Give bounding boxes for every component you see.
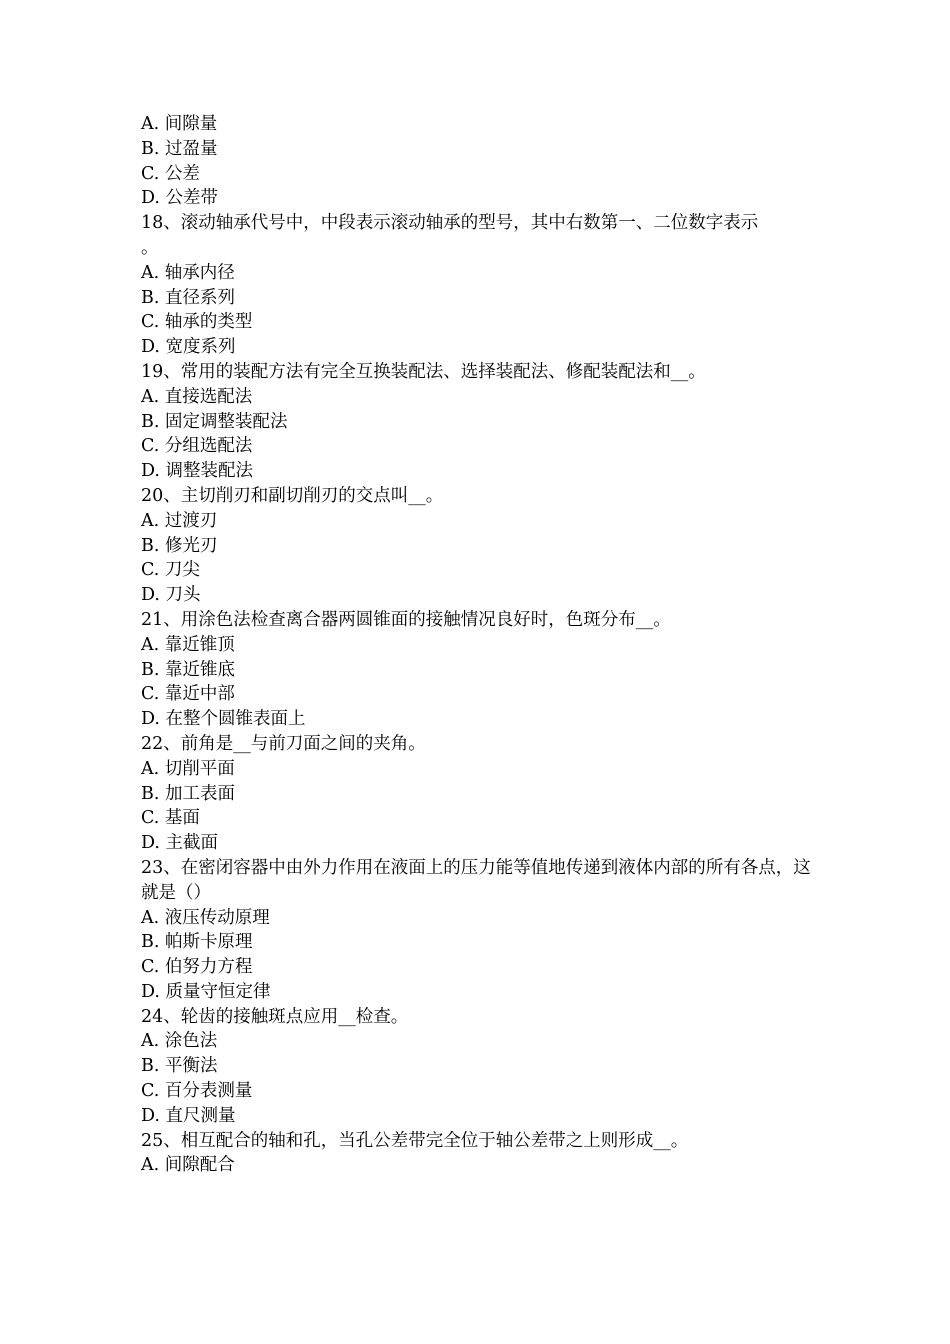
option-line: A. 间隙配合 <box>141 1155 235 1176</box>
option-line: D. 宽度系列 <box>141 337 236 358</box>
option-line: D. 质量守恒定律 <box>141 981 271 1002</box>
option-line: A. 间隙量 <box>141 114 218 134</box>
option-line: C. 公差 <box>141 163 200 184</box>
question-18-tail: 。 <box>141 237 159 258</box>
option-line: A. 直接选配法 <box>141 386 253 407</box>
option-line: B. 帕斯卡原理 <box>141 932 253 953</box>
question-20: 20、主切削刃和副切削刃的交点叫__。 <box>141 485 444 506</box>
option-line: A. 过渡刃 <box>141 510 218 531</box>
option-line: C. 刀尖 <box>141 560 200 581</box>
document-page <box>141 112 821 1178</box>
question-23: 23、在密闭容器中由外力作用在液面上的压力能等值地传递到液体内部的所有各点，这就是（） <box>141 857 811 903</box>
option-line: D. 公差带 <box>141 188 219 209</box>
option-line: B. 平衡法 <box>141 1056 218 1077</box>
option-line: A. 靠近锥顶 <box>141 634 235 655</box>
question-22: 22、前角是__与前刀面之间的夹角。 <box>141 733 426 754</box>
option-line: B. 靠近锥底 <box>141 659 235 680</box>
option-line: C. 伯努力方程 <box>141 957 253 978</box>
option-line: D. 调整装配法 <box>141 461 254 482</box>
option-line: C. 百分表测量 <box>141 1081 253 1102</box>
option-line: B. 修光刃 <box>141 535 218 556</box>
option-line: B. 加工表面 <box>141 783 235 804</box>
option-line: C. 分组选配法 <box>141 436 253 457</box>
option-line: A. 涂色法 <box>141 1031 218 1052</box>
question-19: 19、常用的装配方法有完全互换装配法、选择装配法、修配装配法和__。 <box>141 361 706 382</box>
option-line: C. 轴承的类型 <box>141 312 253 333</box>
option-line: A. 切削平面 <box>141 758 235 779</box>
option-line: A. 轴承内径 <box>141 262 235 283</box>
option-line: D. 主截面 <box>141 833 219 854</box>
option-line: A. 液压传动原理 <box>141 907 270 928</box>
option-line: B. 过盈量 <box>141 138 218 159</box>
question-18: 18、滚动轴承代号中，中段表示滚动轴承的型号，其中右数第一、二位数字表示 <box>141 213 759 234</box>
option-line: D. 刀头 <box>141 585 201 606</box>
option-line: C. 基面 <box>141 808 200 829</box>
question-24: 24、轮齿的接触斑点应用__检查。 <box>141 1006 409 1027</box>
option-line: B. 直径系列 <box>141 287 235 308</box>
option-line: D. 在整个圆锥表面上 <box>141 709 306 730</box>
option-line: C. 靠近中部 <box>141 684 235 705</box>
option-line: D. 直尺测量 <box>141 1105 236 1126</box>
option-line: B. 固定调整装配法 <box>141 411 288 432</box>
question-21: 21、用涂色法检查离合器两圆锥面的接触情况良好时，色斑分布__。 <box>141 609 671 630</box>
question-25: 25、相互配合的轴和孔，当孔公差带完全位于轴公差带之上则形成__。 <box>141 1130 689 1151</box>
